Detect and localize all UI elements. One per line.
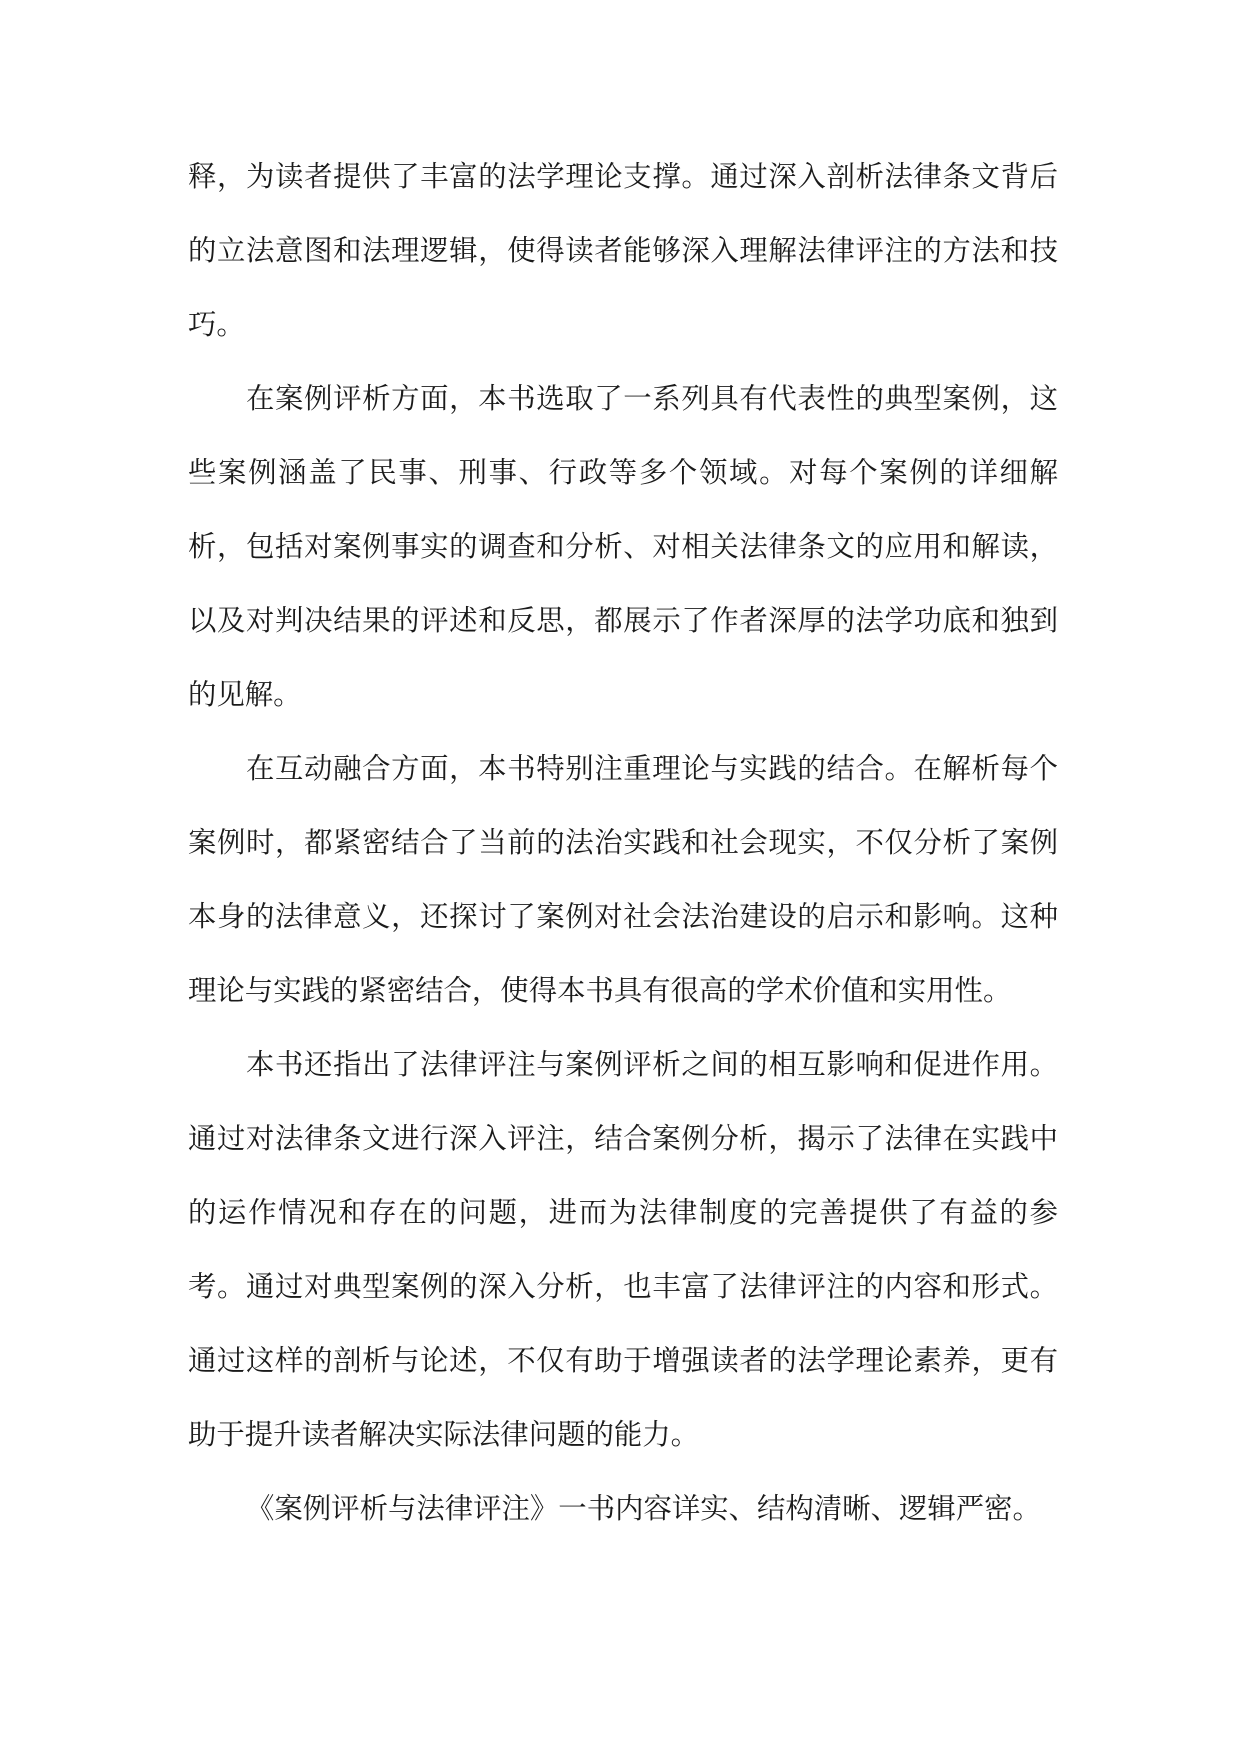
paragraph-continued: 释，为读者提供了丰富的法学理论支撑。通过深入剖析法律条文背后的立法意图和法理逻辑，使得读者能够深入理解法律评注的方法和技巧。: [188, 160, 1058, 341]
paragraph-book-summary: 《案例评析与法律评注》一书内容详实、结构清晰、逻辑严密。: [246, 1492, 1041, 1525]
paragraph-mutual-influence: 本书还指出了法律评注与案例评析之间的相互影响和促进作用。通过对法律条文进行深入评注，结合案例分析，揭示了法律在实践中的运作情况和存在的问题，进而为法律制度的完善提供了有益的参考。通过对典型案例的深入分析，也丰富了法律评注的内容和形式。通过这样的剖析与论述，不仅有助于增强读者的法学理论素养，更有助于提升读者解决实际法律问题的能力。: [188, 1048, 1058, 1451]
paragraph-case-analysis: 在案例评析方面，本书选取了一系列具有代表性的典型案例，这些案例涵盖了民事、刑事、行政等多个领域。对每个案例的详细解析，包括对案例事实的调查和分析、对相关法律条文的应用和解读，以及对判决结果的评述和反思，都展示了作者深厚的法学功底和独到的见解。: [188, 382, 1058, 711]
body-text: [188, 140, 1058, 1546]
paragraph-interaction: 在互动融合方面，本书特别注重理论与实践的结合。在解析每个案例时，都紧密结合了当前的法治实践和社会现实，不仅分析了案例本身的法律意义，还探讨了案例对社会法治建设的启示和影响。这种理论与实践的紧密结合，使得本书具有很高的学术价值和实用性。: [188, 752, 1058, 1007]
